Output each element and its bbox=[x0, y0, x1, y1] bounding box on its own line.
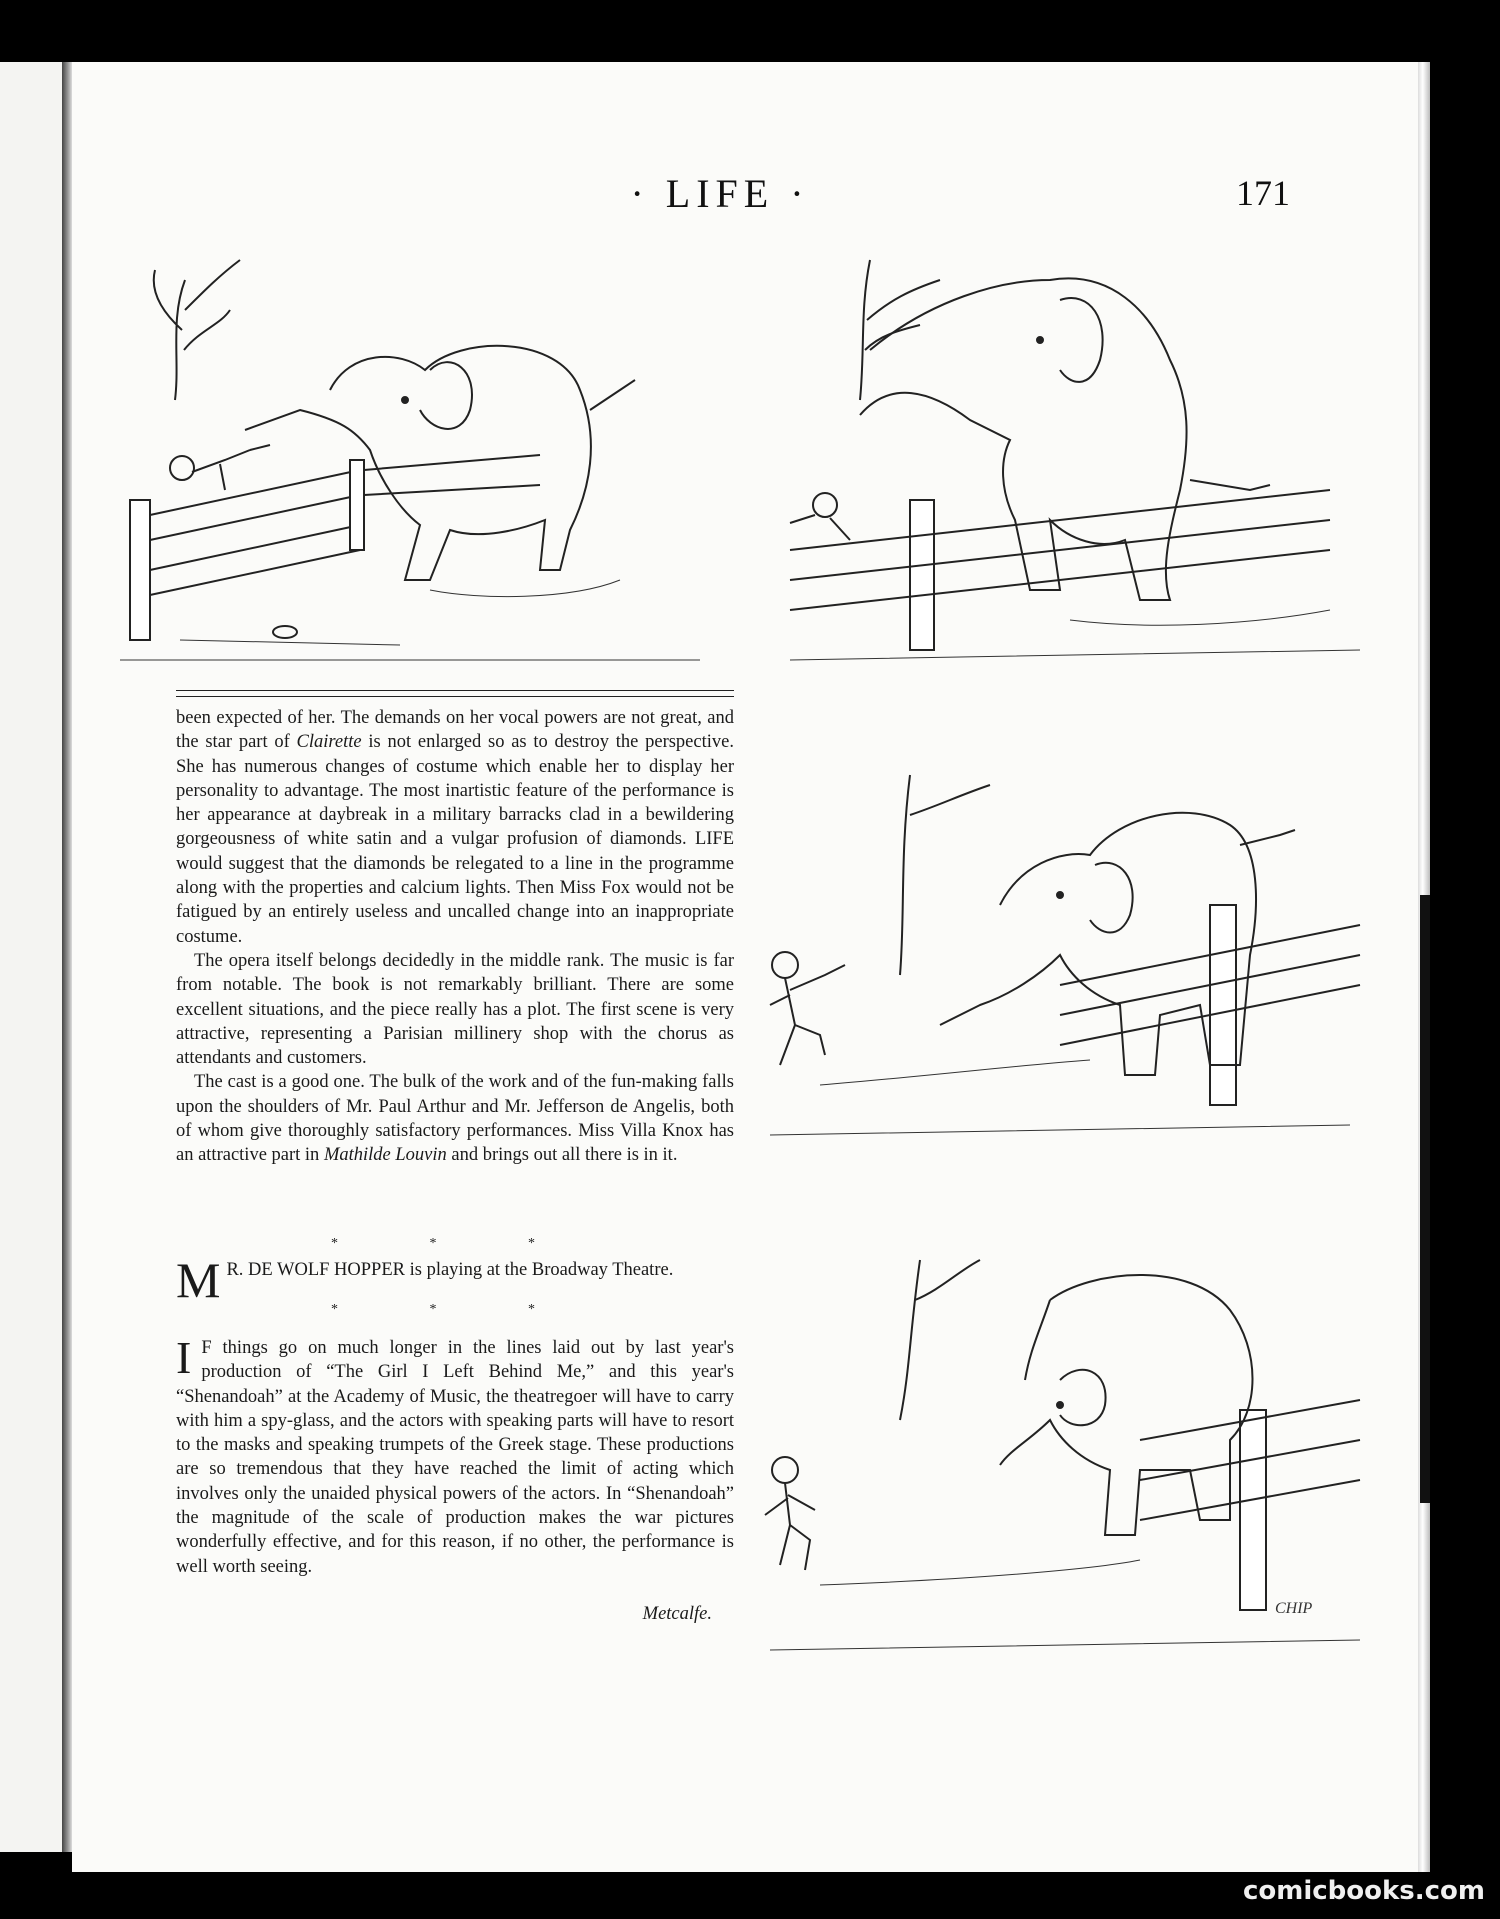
article-body bbox=[176, 706, 734, 1168]
article-paragraph-hopper: M R. DE WOLF HOPPER is playing at the Broadway Theatre. bbox=[176, 1252, 674, 1308]
section-stars-1: * * * bbox=[331, 1236, 579, 1251]
drop-cap-m: M bbox=[176, 1252, 221, 1308]
page-gutter bbox=[62, 62, 72, 1852]
illustration-elephant-tail bbox=[760, 1240, 1380, 1660]
article-paragraph-2: The opera itself belongs decidedly in the middle rank. The music is far from notable. The book is not remarkably brilliant. There are some excellent situations, and the piece really has a plot. The first scene is very attractive, representing a Parisian millinery shop with the chorus as attendants and customers. bbox=[176, 950, 734, 1069]
title-mathilde-louvin: Mathilde Louvin bbox=[323, 1145, 447, 1166]
article-paragraph-spectacle: I F things go on much longer in the lines laid out by last year's production of “The Girl I Left Behind Me,” and this year's “Shenandoah” at the Academy of Music, the theatregoer will have to carry with him a spy-glass, and the actors with speaking parts will have to resort to the masks and speaking trumpets of the Greek stage. These productions are so tremendous that they have reached the limit of acting which involves only the unaided physical powers of the actors. In “Shenandoah” the magnitude of the scale of production makes the war pictures wonderfully effective, and for this reason, if no other, the performance is well worth seeing. bbox=[176, 1332, 734, 1577]
page-number: 171 bbox=[1236, 173, 1290, 213]
article-paragraph-1: been expected of her. The demands on her vocal powers are not great, and the star part of Clairette is not enlarged so as to destroy the perspective. She has numerous changes of costume which enable her to display her personality to advantage. The most inartistic feature of the performance is her appearance at daybreak in a military barracks clad in a bewildering gorgeousness of white satin and a vulgar profusion of diamonds. LIFE would suggest that the diamonds be relegated to a line in the programme along with the properties and calcium lights. Then Miss Fox would not be fatigued by an entirely useless and uncalled change into an inappropriate costume. bbox=[176, 708, 735, 947]
drop-cap-i: I bbox=[176, 1332, 192, 1383]
magazine-title: · LIFE · bbox=[630, 171, 810, 216]
page-edge-mark bbox=[1420, 895, 1430, 1503]
watermark: comicbooks.com bbox=[1242, 1876, 1485, 1906]
title-clairette: Clairette bbox=[296, 732, 362, 753]
illustration-elephant-chase bbox=[100, 240, 740, 680]
illustration-elephant-climbing bbox=[770, 240, 1380, 680]
section-stars-2: * * * bbox=[331, 1302, 579, 1317]
illustration-elephant-reaching bbox=[760, 755, 1380, 1155]
divider-rule-top bbox=[176, 690, 734, 691]
artist-signature: CHIP bbox=[1275, 1600, 1313, 1617]
divider-rule-bottom bbox=[176, 696, 734, 697]
article-paragraph-3: The cast is a good one. The bulk of the work and of the fun-making falls upon the shoulders of Mr. Paul Arthur and Mr. Jefferson de Angelis, both of whom give thoroughly satisfactory performances. Miss Villa Knox has an attractive part in Mathilde Louvin and brings out all there is in it. bbox=[176, 1072, 734, 1166]
life-mention: LIFE bbox=[694, 829, 734, 850]
previous-page-edge bbox=[0, 62, 64, 1852]
author-signature: Metcalfe. bbox=[642, 1604, 712, 1624]
